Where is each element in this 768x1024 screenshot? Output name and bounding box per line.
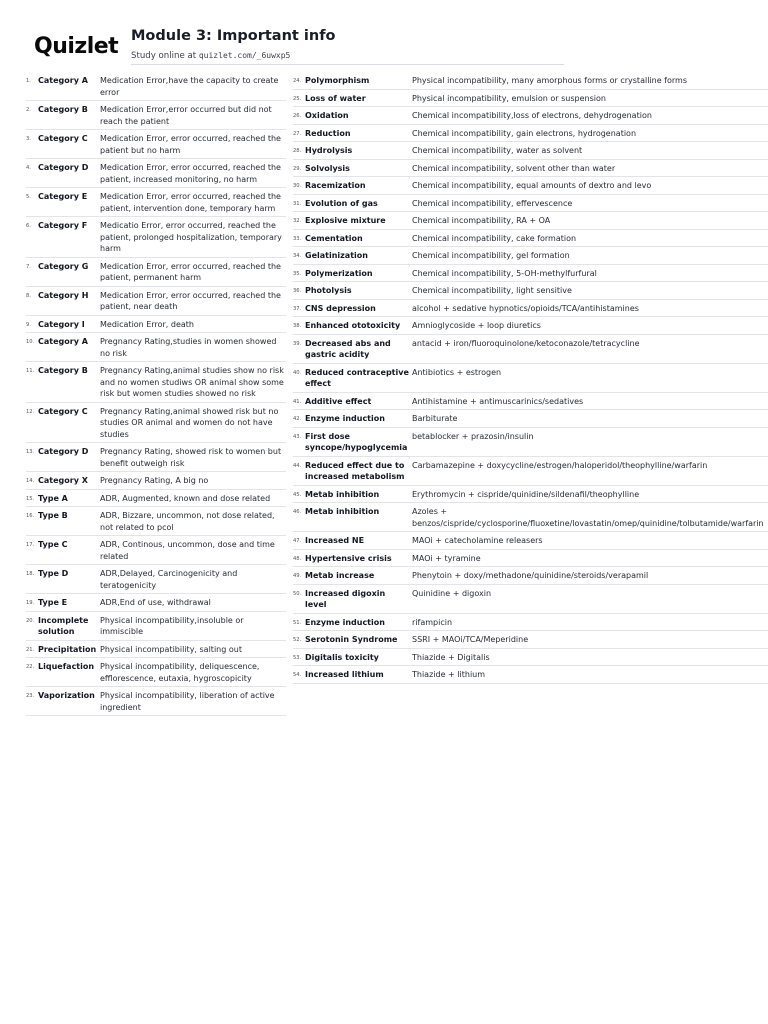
card-term: Category D	[38, 447, 89, 456]
card-row	[293, 532, 768, 550]
card-definition: Amnioglycoside + loop diuretics	[412, 321, 541, 330]
card-definition: Chemical incompatibility, gel formation	[412, 251, 570, 260]
card-number: 38.	[293, 323, 302, 329]
card-number: 7.	[26, 263, 31, 270]
card-term: Category A	[38, 337, 88, 346]
card-row	[26, 612, 286, 641]
card-row	[26, 658, 286, 687]
card-number: 48.	[293, 555, 302, 562]
card-definition: Physical incompatibility,insoluble or immiscible	[100, 615, 244, 636]
card-term: Type D	[38, 569, 69, 578]
card-definition: MAOi + tyramine	[412, 553, 481, 563]
card-number: 41.	[293, 398, 302, 405]
card-row	[26, 443, 286, 472]
card-number: 20.	[26, 617, 35, 624]
card-row	[293, 125, 768, 143]
card-definition: Azoles + benzos/cispride/cyclosporine/fluoxetine/lovastatin/omep/quinidine/tolbutamide/warfarin	[412, 507, 764, 528]
page-header	[34, 28, 564, 66]
card-row	[26, 507, 286, 536]
card-row	[293, 107, 768, 125]
card-term: Enhanced ototoxicity	[305, 321, 401, 330]
card-row	[293, 457, 768, 486]
card-number: 17.	[26, 542, 35, 548]
card-number: 51.	[293, 619, 302, 626]
card-definition: Chemical incompatibility, gain electrons, hydrogenation	[412, 128, 637, 138]
card-row	[293, 212, 768, 230]
card-row	[293, 428, 768, 457]
card-term: Hypertensive crisis	[305, 553, 392, 563]
card-number: 54.	[293, 672, 302, 678]
card-definition: Medication Error, error occurred, reached the patient, near death	[100, 290, 281, 311]
card-term: Category I	[38, 319, 85, 329]
card-row	[26, 536, 286, 565]
card-definition: Pregnancy Rating, A big no	[100, 476, 209, 485]
card-term: Liquefaction	[38, 662, 95, 671]
card-row	[293, 364, 768, 393]
card-number: 10.	[26, 339, 35, 345]
card-number: 16.	[26, 513, 35, 519]
card-row	[293, 631, 768, 649]
card-row	[293, 230, 768, 248]
card-definition: Barbiturate	[412, 414, 458, 423]
card-row	[26, 687, 286, 716]
card-row	[293, 300, 768, 318]
header-divider	[131, 64, 564, 65]
card-term: Category F	[38, 221, 88, 230]
card-definition: ADR, Augmented, known and dose related	[100, 493, 271, 503]
card-row	[293, 247, 768, 265]
card-term: Photolysis	[305, 286, 352, 295]
card-row	[26, 101, 286, 130]
card-definition: Antihistamine + antimuscarinics/sedatives	[412, 396, 584, 406]
subtitle-prefix: Study online at	[131, 51, 199, 61]
card-number: 19.	[26, 600, 35, 606]
card-term: Category B	[38, 366, 88, 375]
card-number: 32.	[293, 218, 302, 224]
card-number: 27.	[293, 130, 302, 137]
card-term: Racemization	[305, 181, 366, 190]
card-number: 35.	[293, 270, 302, 277]
card-term: Enzyme induction	[305, 617, 385, 627]
card-term: Cementation	[305, 233, 363, 243]
card-term: Incomplete solution	[38, 615, 89, 636]
card-definition: Medicatio Error, error occurred, reached the patient, prolonged hospitalization, temporary harm	[100, 221, 282, 253]
card-number: 18.	[26, 571, 35, 577]
card-number: 9.	[26, 321, 31, 328]
card-definition: Chemical incompatibility, effervescence	[412, 198, 573, 208]
card-definition: rifampicin	[412, 617, 453, 627]
card-term: Metab inhibition	[305, 507, 380, 516]
card-definition: Phenytoin + doxy/methadone/quinidine/steroids/verapamil	[412, 571, 649, 580]
card-definition: ADR, Bizzare, uncommon, not dose related, not related to pcol	[100, 511, 275, 532]
card-row	[293, 503, 768, 532]
card-number: 53.	[293, 654, 302, 661]
card-number: 11.	[26, 368, 35, 374]
card-number: 1.	[26, 78, 31, 84]
card-definition: Medication Error,have the capacity to create error	[100, 76, 279, 97]
card-term: Reduction	[305, 128, 351, 138]
card-term: Type A	[38, 493, 68, 503]
card-number: 52.	[293, 637, 302, 643]
card-definition: SSRI + MAOi/TCA/Meperidine	[412, 635, 529, 644]
card-definition: ADR, Continous, uncommon, dose and time related	[100, 540, 275, 561]
card-row	[293, 72, 768, 90]
card-definition: Medication Error,error occurred but did not reach the patient	[100, 105, 272, 126]
card-row	[293, 265, 768, 283]
card-row	[26, 188, 286, 217]
card-term: Category C	[38, 406, 88, 416]
card-row	[26, 316, 286, 334]
card-definition: Medication Error, error occurred, reached the patient, intervention done, temporary harm	[100, 192, 281, 213]
card-number: 43.	[293, 433, 302, 440]
card-term: Oxidation	[305, 111, 349, 120]
card-row	[293, 90, 768, 108]
card-number: 13.	[26, 449, 35, 455]
card-number: 34.	[293, 253, 302, 259]
card-definition: betablocker + prazosin/insulin	[412, 431, 534, 441]
card-term: Category B	[38, 105, 88, 114]
card-definition: Medication Error, error occurred, reached the patient but no harm	[100, 134, 281, 155]
card-number: 2.	[26, 107, 31, 113]
card-number: 45.	[293, 491, 302, 498]
card-term: Solvolysis	[305, 163, 350, 173]
card-row	[293, 550, 768, 568]
card-definition: Medication Error, error occurred, reached the patient, permanent harm	[100, 261, 281, 282]
card-term: Category G	[38, 261, 89, 271]
card-row	[293, 666, 768, 684]
card-definition: ADR,End of use, withdrawal	[100, 598, 211, 607]
card-row	[293, 317, 768, 335]
card-term: Category X	[38, 476, 88, 485]
card-row	[293, 142, 768, 160]
card-term: Reduced contraceptive effect	[305, 367, 409, 388]
card-number: 5.	[26, 194, 31, 200]
card-definition: Pregnancy Rating,animal studies show no risk and no women studiws OR animal show some risk but women studies showed no risk	[100, 366, 284, 398]
card-row	[26, 287, 286, 316]
card-number: 22.	[26, 664, 35, 670]
card-number: 30.	[293, 183, 302, 189]
card-number: 25.	[293, 95, 302, 102]
card-row	[26, 403, 286, 444]
card-definition: Physical incompatibility, deliquescence, efflorescence, eutaxia, hygroscopicity	[100, 662, 260, 683]
card-term: Serotonin Syndrome	[305, 635, 398, 644]
card-number: 3.	[26, 136, 31, 142]
card-term: Increased NE	[305, 536, 365, 545]
page-title: Module 3: Important info	[131, 28, 336, 44]
card-definition: Chemical incompatibility, light sensitive	[412, 286, 572, 295]
card-row	[293, 282, 768, 300]
card-definition: MAOi + catecholamine releasers	[412, 536, 543, 545]
card-row	[293, 486, 768, 504]
card-definition: Medication Error, error occurred, reached the patient, increased monitoring, no harm	[100, 163, 281, 184]
card-definition: Chemical incompatibility, 5-OH-methylfurfural	[412, 268, 597, 278]
card-row	[293, 177, 768, 195]
card-row	[26, 130, 286, 159]
card-row	[293, 335, 768, 364]
card-term: Evolution of gas	[305, 198, 378, 208]
card-definition: Antibiotics + estrogen	[412, 367, 502, 377]
card-term: Gelatinization	[305, 251, 368, 260]
card-number: 44.	[293, 462, 302, 469]
card-number: 15.	[26, 495, 35, 502]
card-number: 6.	[26, 223, 31, 229]
card-row	[26, 490, 286, 508]
card-term: Polymorphism	[305, 76, 370, 85]
card-definition: Quinidine + digoxin	[412, 588, 492, 598]
card-row	[26, 594, 286, 612]
card-term: Type E	[38, 598, 68, 607]
card-definition: Physical incompatibility, liberation of active ingredient	[100, 691, 275, 712]
card-definition: Carbamazepine + doxycycline/estrogen/haloperidol/theophylline/warfarin	[412, 460, 708, 470]
card-number: 4.	[26, 165, 31, 171]
card-number: 8.	[26, 292, 31, 299]
card-term: Digitalis toxicity	[305, 652, 379, 662]
card-term: Enzyme induction	[305, 414, 385, 423]
card-number: 46.	[293, 509, 302, 515]
card-number: 21.	[26, 646, 35, 653]
card-term: Polymerization	[305, 268, 373, 278]
card-row	[293, 195, 768, 213]
card-term: Increased digoxin level	[305, 588, 386, 609]
card-definition: Pregnancy Rating,animal showed risk but no studies OR animal and women do not have studies	[100, 406, 279, 439]
card-number: 36.	[293, 288, 302, 294]
card-number: 40.	[293, 369, 302, 376]
card-definition: Physical incompatibility, many amorphous forms or crystalline forms	[412, 76, 687, 85]
card-definition: Thiazide + Digitalis	[412, 652, 490, 662]
card-term: Decreased abs and gastric acidity	[305, 338, 391, 359]
card-number: 24.	[293, 78, 302, 84]
card-definition: Pregnancy Rating,studies in women showed no risk	[100, 337, 277, 358]
card-row	[26, 217, 286, 258]
card-term: Type C	[38, 540, 68, 549]
card-term: Metab inhibition	[305, 489, 380, 499]
card-number: 47.	[293, 538, 302, 544]
card-row	[26, 72, 286, 101]
card-term: Category A	[38, 76, 88, 85]
card-definition: Chemical incompatibility, RA + OA	[412, 216, 551, 225]
card-definition: alcohol + sedative hypnotics/opioids/TCA/antihistamines	[412, 303, 639, 313]
card-definition: Chemical incompatibility, cake formation	[412, 233, 577, 243]
card-term: Vaporization	[38, 691, 95, 700]
card-definition: Pregnancy Rating, showed risk to women but benefit outweigh risk	[100, 447, 282, 468]
card-term: Explosive mixture	[305, 216, 386, 225]
card-number: 49.	[293, 573, 302, 579]
card-definition: antacid + iron/fluoroquinolone/ketoconazole/tetracycline	[412, 338, 640, 348]
card-number: 26.	[293, 113, 302, 119]
card-definition: Thiazide + lithium	[412, 670, 486, 679]
right-card-list	[293, 72, 768, 684]
card-definition: Chemical incompatibility, equal amounts of dextro and levo	[412, 181, 652, 190]
card-number: 37.	[293, 305, 302, 312]
card-number: 28.	[293, 148, 302, 154]
card-number: 31.	[293, 200, 302, 207]
card-number: 42.	[293, 416, 302, 422]
card-term: First dose syncope/hypoglycemia	[305, 431, 408, 452]
card-term: Reduced effect due to increased metabolism	[305, 460, 405, 481]
card-row	[26, 159, 286, 188]
quizlet-logo: Quizlet	[34, 34, 119, 59]
card-row	[293, 410, 768, 428]
card-number: 14.	[26, 478, 35, 484]
card-row	[26, 565, 286, 594]
card-definition: Erythromycin + cispride/quinidine/sildenafil/theophylline	[412, 489, 640, 499]
card-number: 39.	[293, 340, 302, 347]
card-definition: Chemical incompatibility, water as solvent	[412, 146, 583, 155]
card-row	[293, 393, 768, 411]
card-row	[26, 362, 286, 403]
card-definition: Chemical incompatibility, solvent other than water	[412, 163, 616, 173]
card-definition: Physical incompatibility, salting out	[100, 644, 242, 654]
card-number: 12.	[26, 408, 35, 415]
card-definition: ADR,Delayed, Carcinogenicity and teratogenicity	[100, 569, 238, 590]
card-term: Hydrolysis	[305, 146, 353, 155]
card-term: Metab increase	[305, 571, 375, 580]
card-term: Additive effect	[305, 396, 372, 406]
card-row	[26, 333, 286, 362]
card-row	[293, 567, 768, 585]
card-term: Precipitation	[38, 644, 97, 654]
card-number: 50.	[293, 590, 302, 597]
card-term: Category D	[38, 163, 89, 172]
card-term: CNS depression	[305, 303, 376, 313]
card-definition: Physical incompatibility, emulsion or suspension	[412, 93, 606, 103]
left-card-list	[26, 72, 286, 716]
card-definition: Medication Error, death	[100, 319, 194, 329]
card-number: 23.	[26, 693, 35, 699]
card-term: Category H	[38, 290, 89, 300]
card-term: Loss of water	[305, 93, 366, 103]
card-number: 33.	[293, 235, 302, 242]
card-definition: Chemical incompatibility,loss of electrons, dehydrogenation	[412, 111, 652, 120]
card-row	[293, 160, 768, 178]
card-term: Type B	[38, 511, 68, 520]
card-term: Increased lithium	[305, 670, 384, 679]
card-term: Category E	[38, 192, 88, 201]
card-row	[293, 585, 768, 614]
card-row	[26, 258, 286, 287]
study-url-link[interactable]: quizlet.com/_6uwxp5	[198, 51, 291, 60]
study-online-line	[131, 51, 290, 61]
card-term: Category C	[38, 134, 88, 143]
card-row	[293, 649, 768, 667]
card-row	[26, 641, 286, 659]
card-row	[293, 614, 768, 632]
card-row	[26, 472, 286, 490]
card-number: 29.	[293, 165, 302, 172]
